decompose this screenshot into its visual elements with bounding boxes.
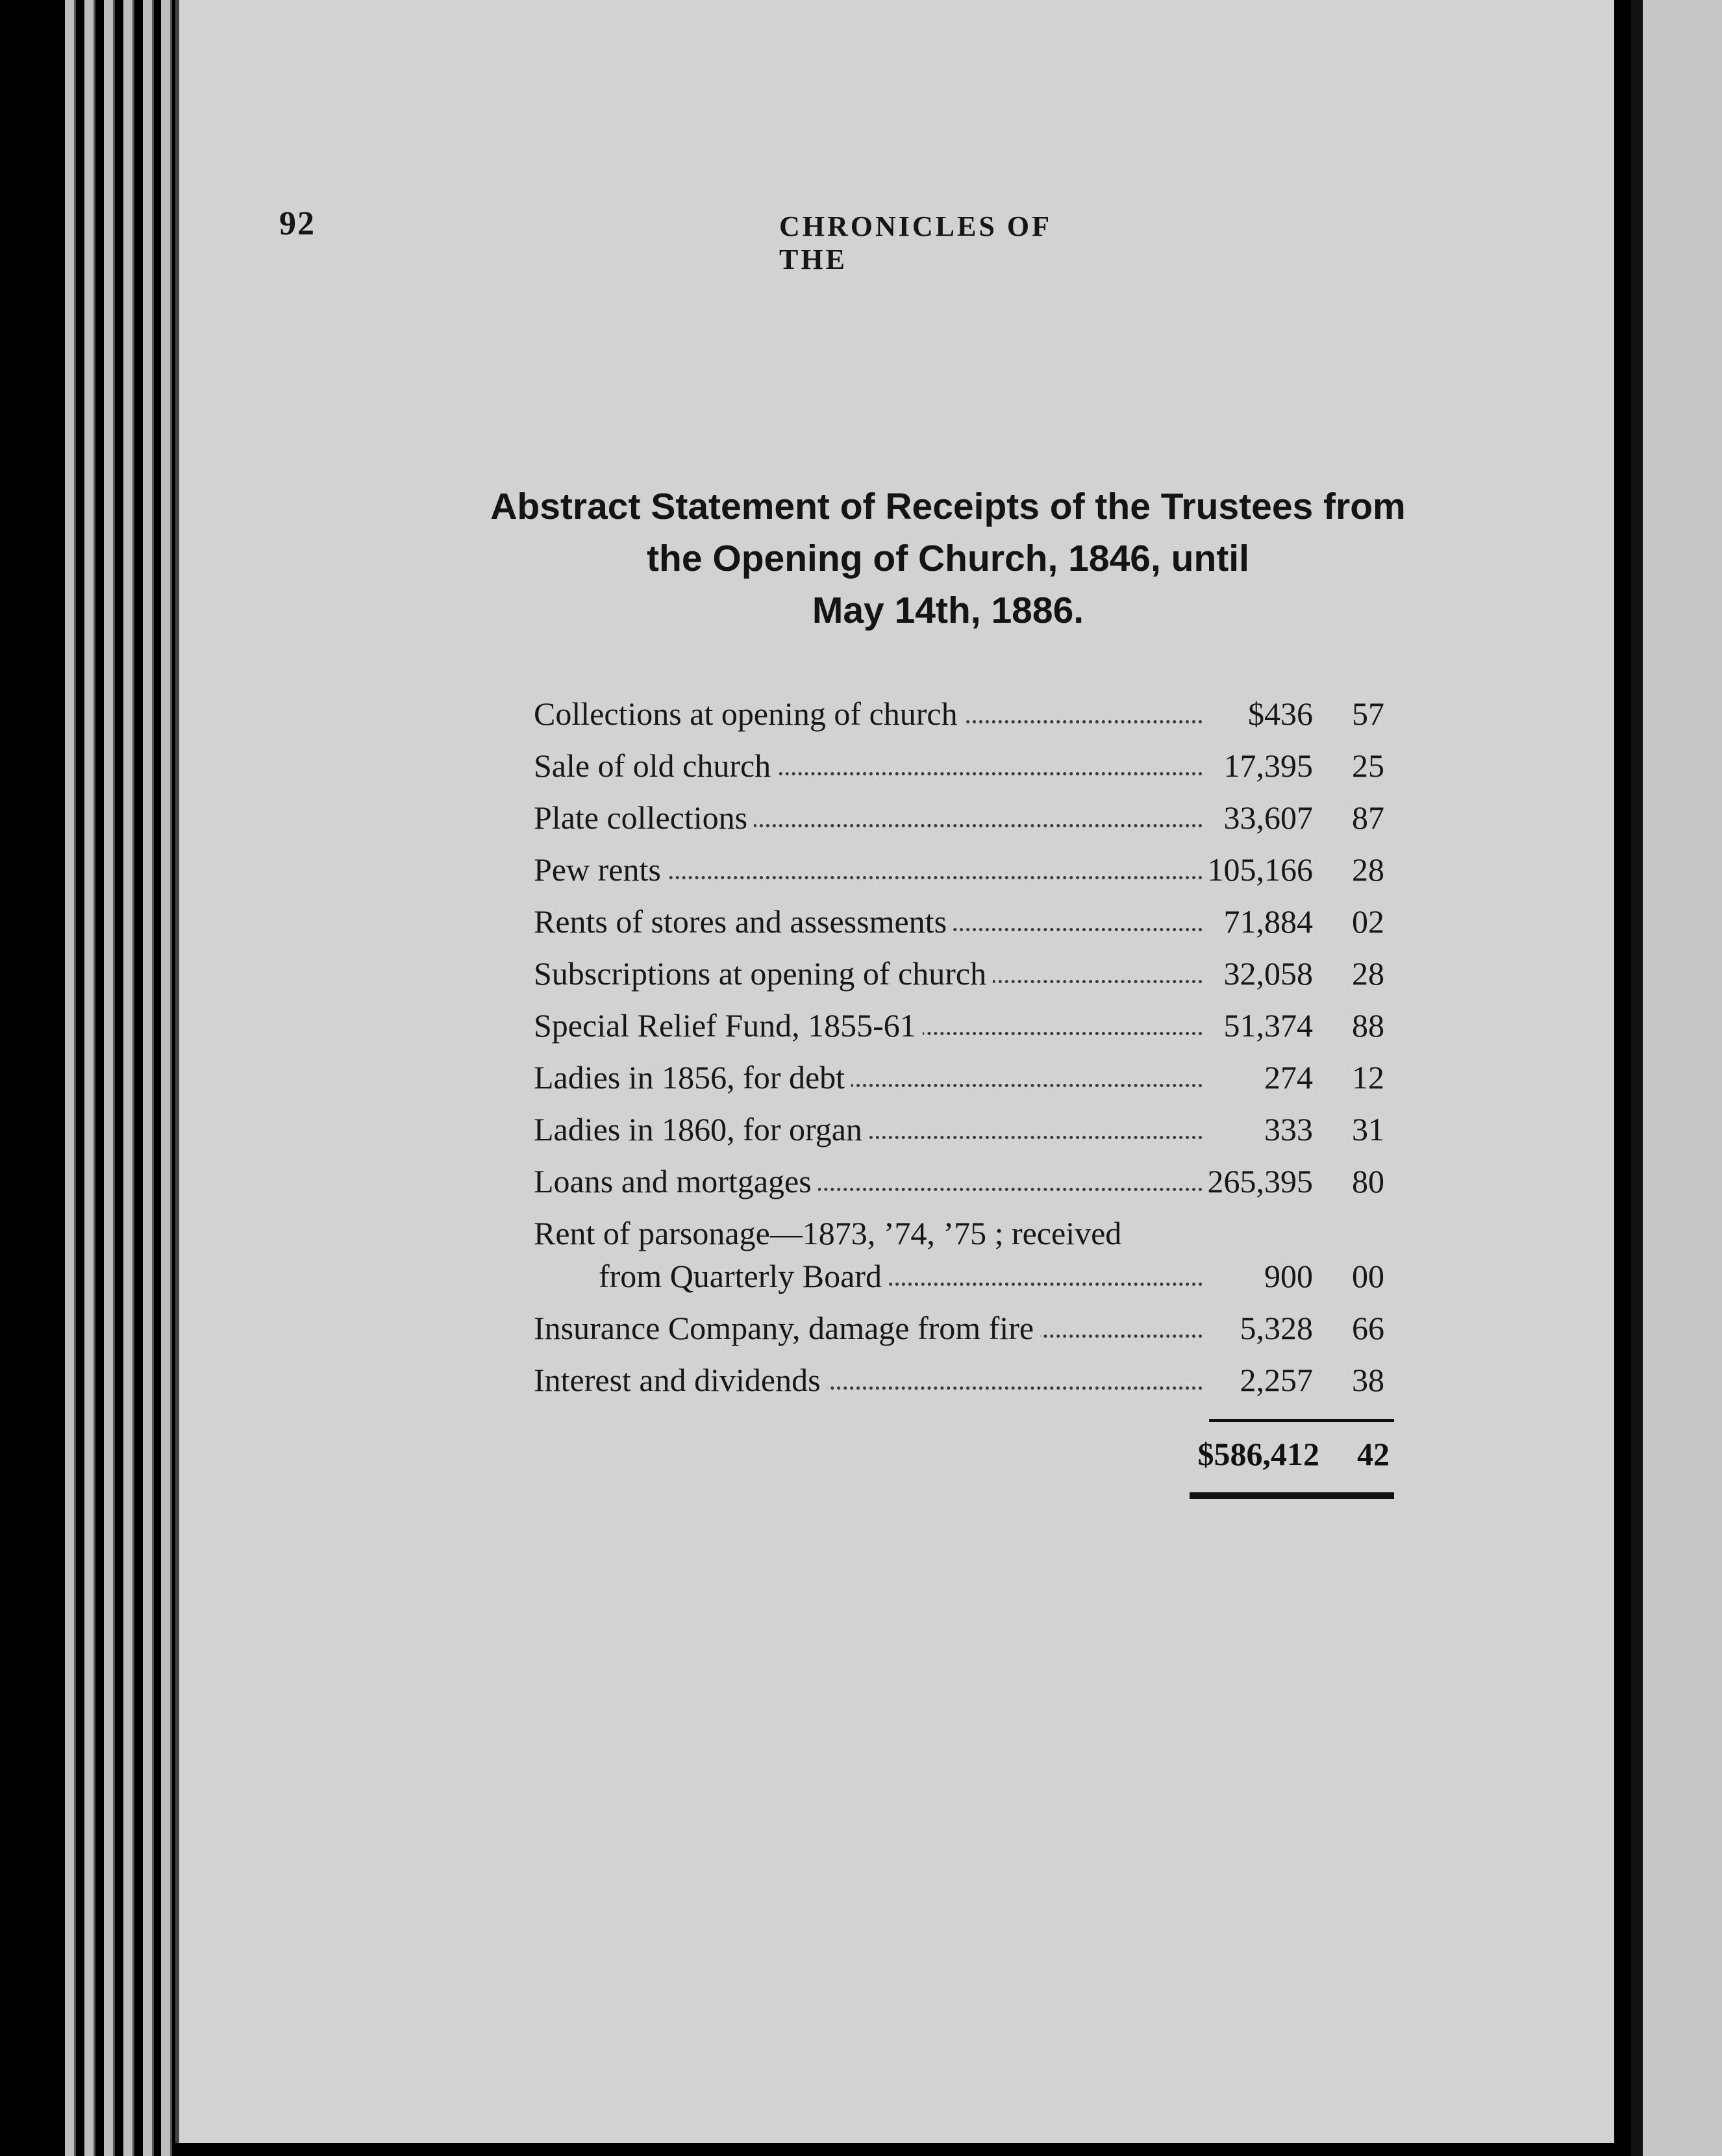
row-dollars: 51,374 (1223, 1007, 1313, 1044)
ledger-row (534, 799, 1391, 846)
row-label: Subscriptions at opening of church (534, 955, 993, 992)
row-cents: 66 (1352, 1310, 1384, 1346)
row-cents: 31 (1352, 1111, 1384, 1147)
title-line-3: May 14th, 1886. (812, 590, 1084, 631)
row-label: Loans and mortgages (534, 1163, 818, 1199)
row-cents: 00 (1352, 1258, 1384, 1294)
ledger-row (534, 1110, 1391, 1157)
row-dollars: 17,395 (1223, 747, 1313, 784)
row-dollars: 900 (1264, 1258, 1313, 1294)
row-label: Ladies in 1860, for organ (534, 1111, 869, 1147)
double-rule (1190, 1492, 1394, 1499)
page-edge (84, 0, 95, 2156)
row-dollars: 5,328 (1240, 1310, 1313, 1346)
row-dollars: 265,395 (1207, 1163, 1313, 1199)
row-dollars: 105,166 (1207, 851, 1313, 888)
title-line-2: the Opening of Church, 1846, until (647, 538, 1249, 579)
row-dollars: 33,607 (1223, 799, 1313, 836)
row-dollars: 333 (1264, 1111, 1313, 1147)
ledger-row (534, 695, 1391, 742)
ledger-row (534, 903, 1391, 949)
row-label: Insurance Company, damage from fire (534, 1310, 1040, 1346)
row-cents: 80 (1352, 1163, 1384, 1199)
row-cents: 12 (1352, 1059, 1384, 1096)
row-cents: 28 (1352, 955, 1384, 992)
page-edge (143, 0, 154, 2156)
title-line-1: Abstract Statement of Receipts of the Trustees from (490, 486, 1406, 527)
row-cents: 02 (1352, 903, 1384, 940)
page-edge (161, 0, 172, 2156)
row-label-continued: from Quarterly Board (599, 1258, 888, 1294)
row-cents: 88 (1352, 1007, 1384, 1044)
row-cents: 87 (1352, 799, 1384, 836)
ledger-row (534, 1309, 1391, 1356)
ledger-row (534, 1162, 1391, 1209)
row-label: Special Relief Fund, 1855-61 (534, 1007, 923, 1044)
row-label: Interest and dividends (534, 1362, 827, 1398)
row-label: Rent of parsonage—1873, ’74, ’75 ; received (534, 1215, 1122, 1251)
ledger-row (534, 1059, 1391, 1105)
statement-title (429, 481, 1467, 636)
ledger-row (534, 1214, 1391, 1305)
row-label: Ladies in 1856, for debt (534, 1059, 851, 1096)
running-title: CHRONICLES OF THE (779, 210, 1051, 275)
row-dollars: 71,884 (1223, 903, 1313, 940)
page-number: 92 (279, 205, 316, 242)
ledger-row (534, 851, 1391, 897)
row-dollars: 274 (1264, 1059, 1313, 1096)
facing-page-edge (1631, 0, 1722, 2156)
row-label: Rents of stores and assessments (534, 903, 953, 940)
ledger-row (534, 1361, 1391, 1408)
ledger-row (534, 1007, 1391, 1053)
row-cents: 28 (1352, 851, 1384, 888)
row-cents: 25 (1352, 747, 1384, 784)
row-dollars: 32,058 (1223, 955, 1313, 992)
total-dollars: $586,412 (1197, 1436, 1319, 1472)
row-dollars: 2,257 (1240, 1362, 1313, 1398)
sum-rule (1209, 1419, 1394, 1422)
row-label: Plate collections (534, 799, 754, 836)
row-cents: 57 (1352, 696, 1384, 732)
ledger-row (534, 955, 1391, 1001)
row-label: Pew rents (534, 851, 668, 888)
ledger-row (534, 747, 1391, 794)
row-cents: 38 (1352, 1362, 1384, 1398)
row-label: Collections at opening of church (534, 696, 964, 732)
total-cents: 42 (1357, 1436, 1390, 1472)
page-edge (123, 0, 134, 2156)
page-edge (65, 0, 76, 2156)
row-label: Sale of old church (534, 747, 777, 784)
page-edge (104, 0, 115, 2156)
row-dollars: $436 (1248, 696, 1313, 732)
